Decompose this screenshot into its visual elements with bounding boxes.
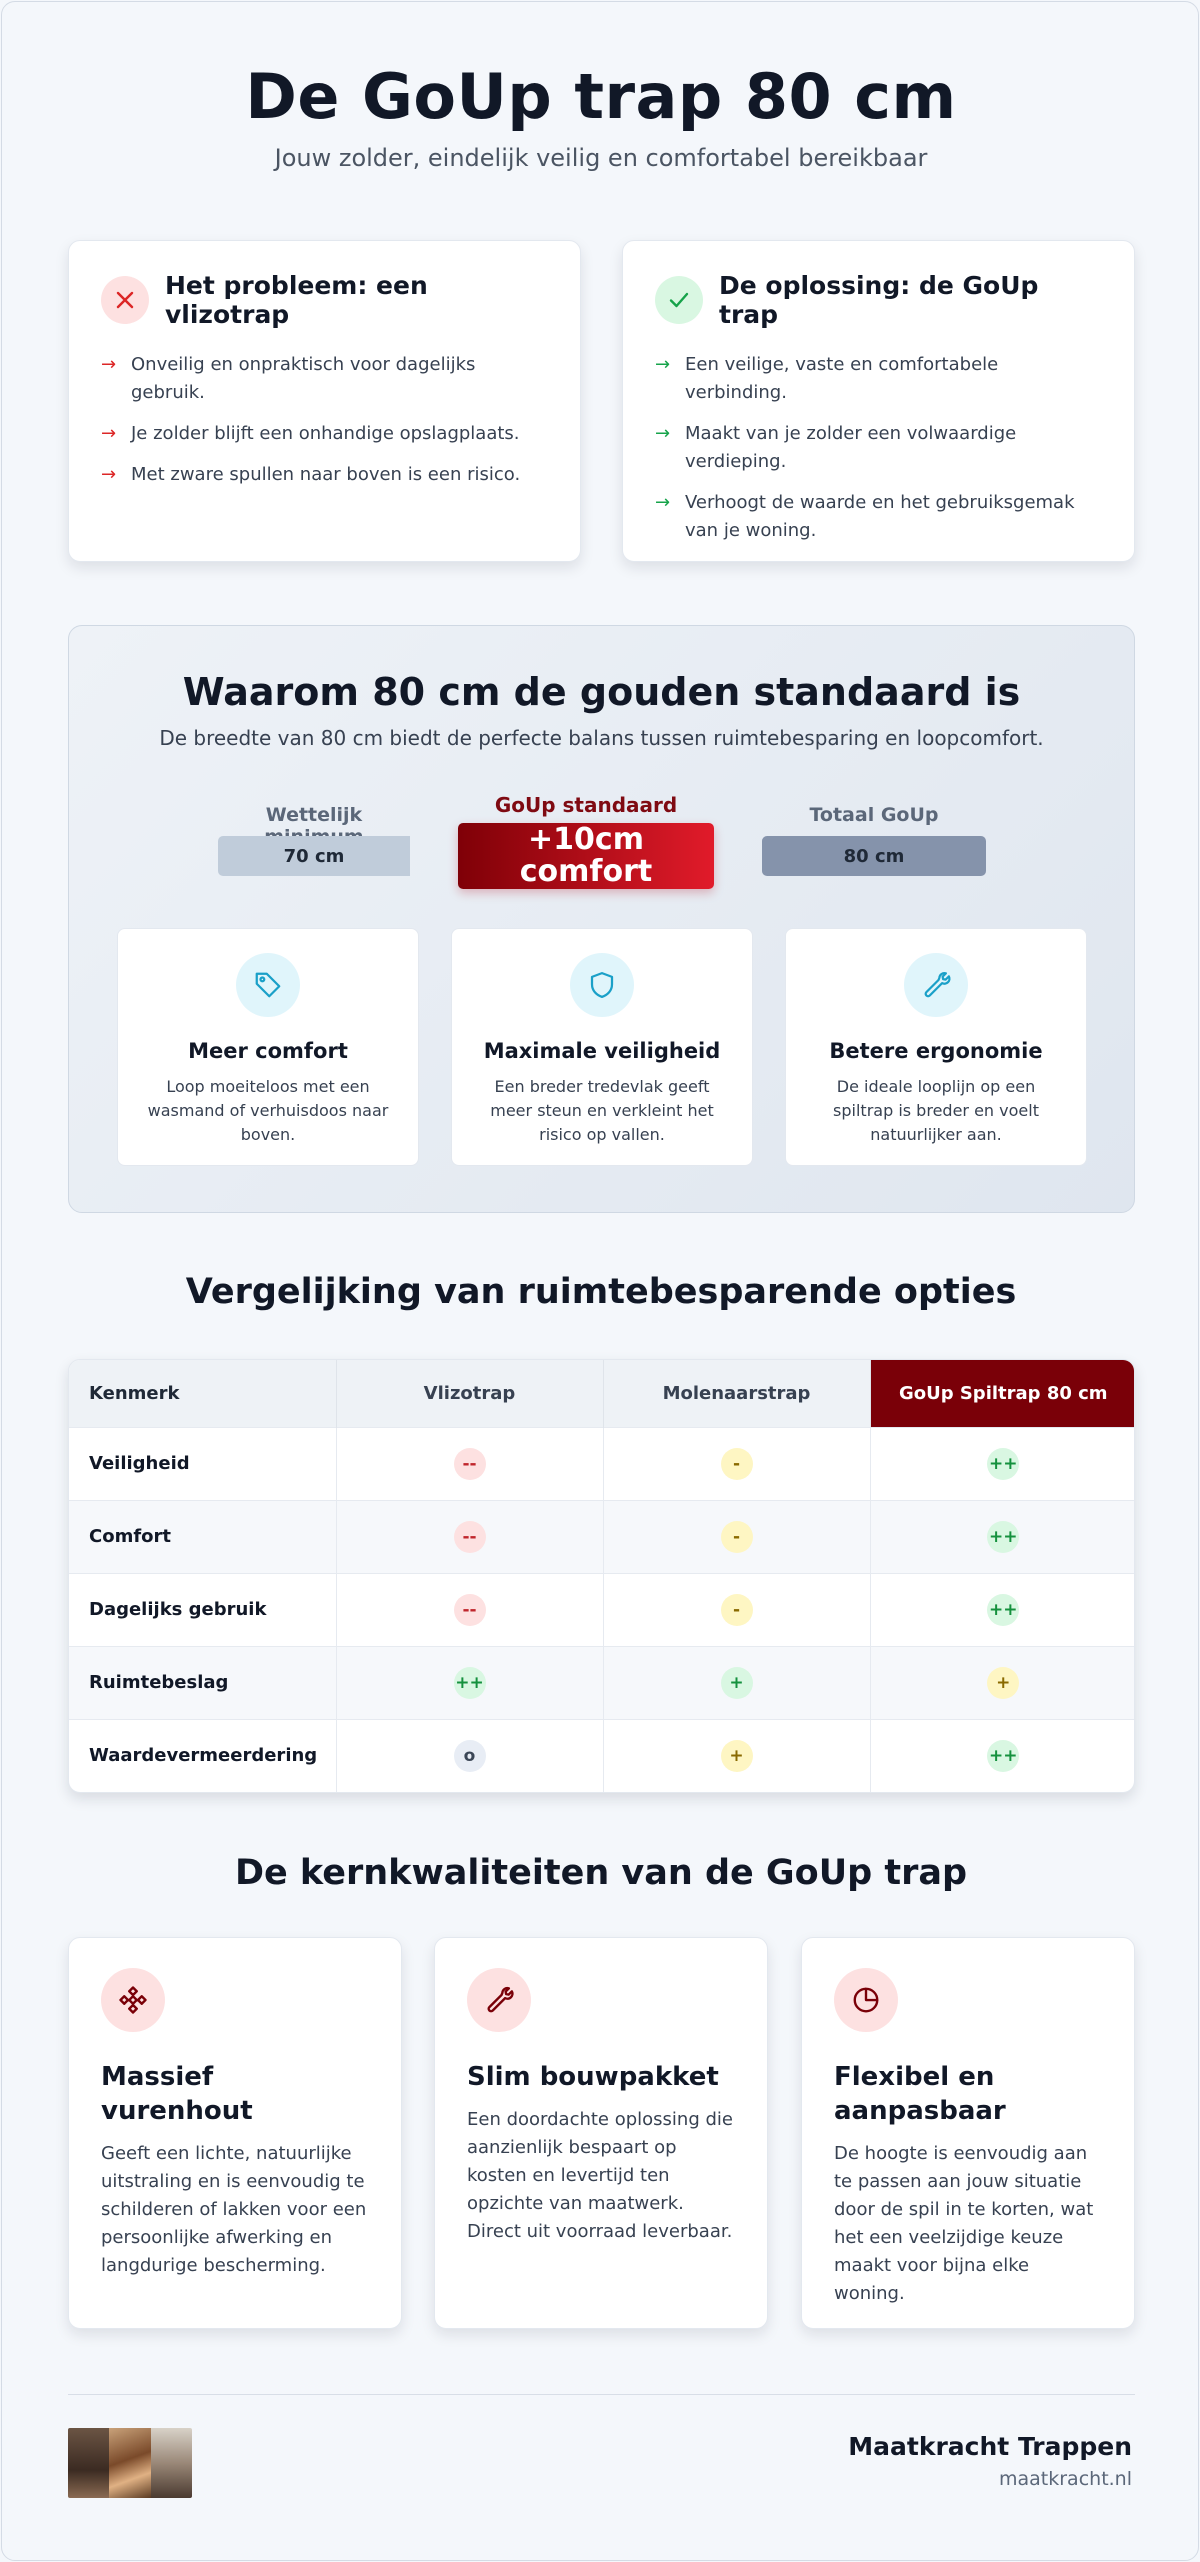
table-cell — [603, 1573, 870, 1646]
rating-badge: ++ — [987, 1521, 1019, 1553]
minimum-value: 70 cm — [283, 845, 345, 867]
rating-badge: - — [721, 1448, 753, 1480]
row-label: Waardevermeerdering — [69, 1719, 336, 1792]
quality-desc: Geeft een lichte, natuurlijke uitstraling en is eenvoudig te schilderen of lakken voor een persoonlijke afwerking en langdurige bescherming. — [101, 2143, 367, 2276]
goup-label: GoUp standaard — [494, 793, 678, 817]
rating-badge: -- — [454, 1448, 486, 1480]
wrench-icon — [467, 1968, 531, 2032]
feature-desc: Een breder tredevlak geeft meer steun en verkleint het risico op vallen. — [490, 1077, 714, 1144]
row-label: Veiligheid — [69, 1427, 336, 1500]
quality-desc: Een doordachte oplossing die aanzienlijk bespaart op kosten en levertijd ten opzichte van maatwerk. Direct uit voorraad leverbaar. — [467, 2109, 733, 2242]
arrow-right-icon: → — [101, 423, 117, 444]
quality-card-kit — [434, 1937, 768, 2329]
solution-item: → Een veilige, vaste en comfortabele verbinding. — [655, 351, 1102, 407]
column-header-highlight: GoUp Spiltrap 80 cm — [870, 1360, 1135, 1427]
page — [1, 1, 1199, 2561]
solution-item: → Verhoogt de waarde en het gebruiksgemak van je woning. — [655, 489, 1102, 545]
arrow-right-icon: → — [655, 492, 671, 513]
table-cell — [603, 1719, 870, 1792]
quality-desc: De hoogte is eenvoudig aan te passen aan jouw situatie door de spil in te korten, wat het een veelzijdige keuze maakt voor bijna elke woning. — [834, 2143, 1094, 2304]
problem-item: → Met zware spullen naar boven is een risico. — [101, 461, 548, 489]
footer-site-link[interactable]: maatkracht.nl — [999, 2468, 1132, 2490]
column-header: Kenmerk — [69, 1360, 336, 1427]
feature-title: Maximale veiligheid — [483, 1039, 721, 1063]
rating-badge: ++ — [987, 1594, 1019, 1626]
problem-item: → Onveilig en onpraktisch voor dagelijks gebruik. — [101, 351, 548, 407]
feature-desc: De ideale looplijn op een spiltrap is breder en voelt natuurlijker aan. — [833, 1077, 1039, 1144]
rating-badge: + — [721, 1667, 753, 1699]
row-label: Ruimtebeslag — [69, 1646, 336, 1719]
arrow-right-icon: → — [655, 354, 671, 375]
column-header: Molenaarstrap — [603, 1360, 870, 1427]
x-icon — [101, 276, 149, 324]
comparison-title: Vergelijking van ruimtebesparende opties — [185, 1272, 1017, 1312]
stairs-thumbnail — [68, 2428, 192, 2498]
rating-badge: - — [721, 1594, 753, 1626]
standard-title: Waarom 80 cm de gouden standaard is — [182, 670, 1021, 714]
rating-badge: -- — [454, 1521, 486, 1553]
feature-card-safety — [451, 928, 753, 1166]
solution-card — [622, 240, 1135, 562]
tag-icon — [236, 953, 300, 1017]
minimum-bar — [218, 836, 410, 876]
standard-subtitle: De breedte van 80 cm biedt de perfecte balans tussen ruimtebesparing en loopcomfort. — [159, 726, 1044, 750]
wood-pattern-icon — [101, 1968, 165, 2032]
rating-badge: + — [987, 1667, 1019, 1699]
goup-value-line1: +10cm — [528, 822, 644, 857]
goup-bar — [458, 823, 714, 889]
table-cell — [870, 1427, 1135, 1500]
table-cell — [603, 1646, 870, 1719]
table-header-row — [69, 1360, 1135, 1427]
table-cell — [603, 1427, 870, 1500]
feature-title: Meer comfort — [188, 1039, 348, 1063]
pie-chart-icon — [834, 1968, 898, 2032]
quality-title: Massief vurenhout — [101, 2062, 253, 2126]
table-row — [69, 1646, 1135, 1719]
table-row — [69, 1500, 1135, 1573]
shield-icon — [570, 953, 634, 1017]
feature-card-comfort — [117, 928, 419, 1166]
total-value: 80 cm — [843, 845, 905, 867]
rating-badge: + — [721, 1740, 753, 1772]
comparison-table — [68, 1359, 1135, 1793]
footer-brand: Maatkracht Trappen — [848, 2432, 1132, 2461]
rating-badge: ++ — [987, 1448, 1019, 1480]
total-label: Totaal GoUp — [809, 804, 939, 826]
rating-badge: o — [454, 1740, 486, 1772]
problem-title: Het probleem: een vlizotrap — [165, 271, 428, 329]
row-label: Dagelijks gebruik — [69, 1573, 336, 1646]
table-cell — [336, 1646, 603, 1719]
quality-title: Flexibel en aanpasbaar — [834, 2062, 1006, 2126]
table-cell — [870, 1500, 1135, 1573]
feature-card-ergonomics — [785, 928, 1087, 1166]
table-cell — [870, 1719, 1135, 1792]
minimum-label: Wettelijk — [265, 804, 363, 826]
feature-desc: Loop moeiteloos met een wasmand of verhuisdoos naar boven. — [147, 1077, 389, 1144]
total-bar — [762, 836, 986, 876]
table-cell — [870, 1573, 1135, 1646]
table-cell — [336, 1719, 603, 1792]
arrow-right-icon: → — [655, 423, 671, 444]
feature-title: Betere ergonomie — [829, 1039, 1043, 1063]
wrench-icon — [904, 953, 968, 1017]
table-cell — [870, 1646, 1135, 1719]
page-title: De GoUp trap 80 cm — [245, 60, 957, 133]
table-row — [69, 1573, 1135, 1646]
check-icon — [655, 276, 703, 324]
goup-value-line2: comfort — [519, 854, 653, 889]
qualities-title: De kernkwaliteiten van de GoUp trap — [234, 1853, 968, 1893]
table-cell — [336, 1500, 603, 1573]
table-cell — [603, 1500, 870, 1573]
column-header: Vlizotrap — [336, 1360, 603, 1427]
problem-item: → Je zolder blijft een onhandige opslagplaats. — [101, 420, 548, 448]
quality-title: Slim bouwpakket — [467, 2062, 719, 2092]
rating-badge: ++ — [987, 1740, 1019, 1772]
table-row — [69, 1427, 1135, 1500]
table-row — [69, 1719, 1135, 1792]
arrow-right-icon: → — [101, 354, 117, 375]
arrow-right-icon: → — [101, 464, 117, 485]
quality-card-wood — [68, 1937, 402, 2329]
page-subtitle: Jouw zolder, eindelijk veilig en comfortabel bereikbaar — [274, 144, 928, 172]
standard-section — [68, 625, 1135, 1213]
table-cell — [336, 1573, 603, 1646]
footer-divider — [68, 2394, 1135, 2395]
table-cell — [336, 1427, 603, 1500]
row-label: Comfort — [69, 1500, 336, 1573]
solution-title: De oplossing: de GoUp trap — [719, 271, 1039, 329]
rating-badge: ++ — [454, 1667, 486, 1699]
solution-item: → Maakt van je zolder een volwaardige verdieping. — [655, 420, 1102, 476]
rating-badge: -- — [454, 1594, 486, 1626]
rating-badge: - — [721, 1521, 753, 1553]
problem-card — [68, 240, 581, 562]
quality-card-flexible — [801, 1937, 1135, 2329]
